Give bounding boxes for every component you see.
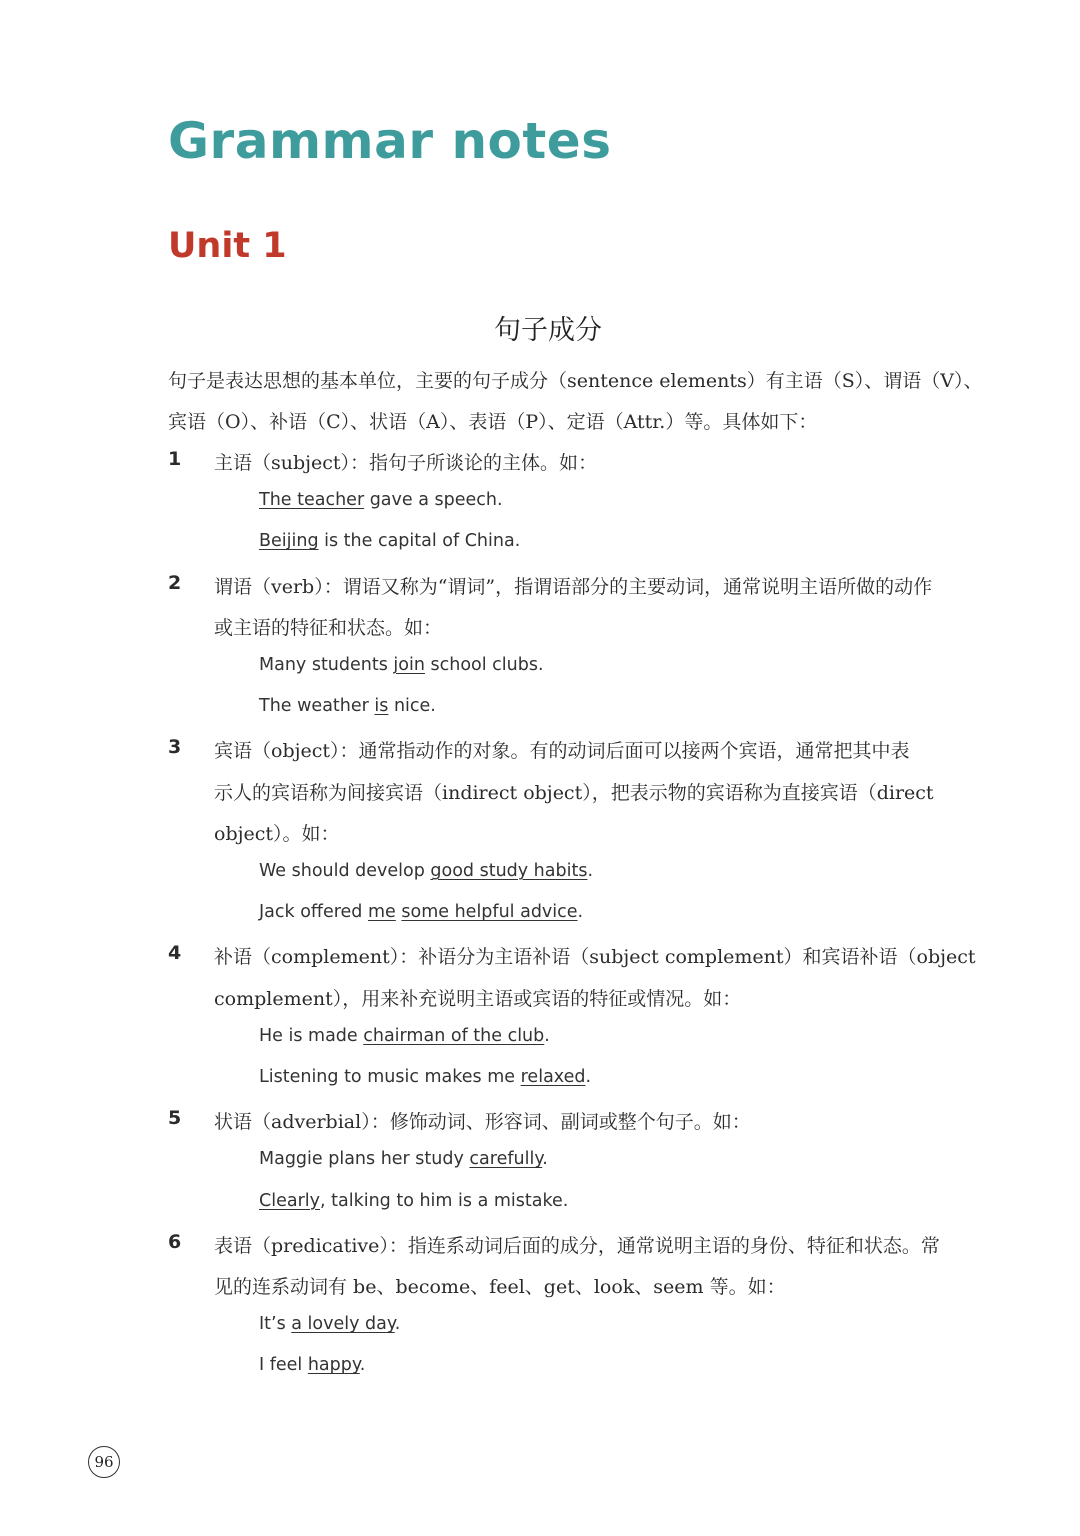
underlined-element: join [393,655,425,675]
underlined-element: relaxed [520,1067,586,1087]
example-text: Many students [259,655,394,675]
example-text: is the capital of China. [318,531,521,552]
item-number: 1 [168,448,182,470]
item-number: 5 [168,1107,182,1130]
example-sentence [259,490,503,510]
example-text: . [577,902,584,923]
item-definition-line: 示人的宾语称为间接宾语（indirect object），把表示物的宾语称为直接宾语（direct [214,781,934,804]
underlined-element: happy [307,1355,360,1376]
item-definition-line: object）。如： [214,822,340,845]
underlined-element: a lovely day [291,1314,395,1335]
example-text: The weather [259,696,375,717]
item-number: 2 [168,571,182,594]
example-sentence [259,696,436,716]
example-sentence [259,1191,568,1211]
example-text: Jack offered [259,902,368,923]
example-sentence [259,1355,365,1375]
example-sentence [259,861,593,881]
underlined-element: The teacher [259,490,365,511]
item-definition-line: 谓语（verb）：谓语又称为“谓词”，指谓语部分的主要动词，通常说明主语所做的动作 [214,575,933,598]
item-definition-line: 见的连系动词有 be、become、feel、get、look、seem 等。如： [214,1276,786,1298]
example-text: . [587,861,594,881]
example-text: . [394,1314,401,1335]
example-text: gave a speech. [364,490,503,511]
underlined-element: Clearly [259,1190,320,1211]
underlined-element: is [374,696,389,717]
example-sentence [259,531,520,551]
intro-line: 句子是表达思想的基本单位，主要的句子成分（sentence elements）有主语（S）、谓语（V）、 [168,370,983,392]
item-definition-line: 宾语（object）：通常指动作的对象。有的动词后面可以接两个宾语，通常把其中表 [214,740,910,763]
item-number: 4 [168,942,182,965]
example-text: nice. [388,696,436,717]
item-definition-line: 或主语的特征和状态。如： [214,616,443,639]
underlined-element: chairman of the club [363,1025,545,1046]
example-sentence [259,1149,548,1169]
item-definition-line: 主语（subject）：指句子所谈论的主体。如： [214,452,598,474]
example-text: I feel [259,1355,308,1376]
unit-heading: Unit 1 [168,226,287,266]
example-text: , talking to him is a mistake. [320,1190,569,1211]
underlined-element: some helpful advice [401,902,578,923]
example-text: We should develop [259,861,431,881]
section-heading: 句子成分 [494,315,602,346]
example-sentence [259,1026,550,1046]
example-sentence [259,1314,400,1334]
underlined-element: me [367,902,396,923]
page-number: 96 [88,1446,120,1478]
example-sentence [259,655,544,675]
page-title: Grammar notes [168,112,612,170]
item-definition-line: 状语（adverbial）：修饰动词、形容词、副词或整个句子。如： [214,1111,751,1134]
example-text: school clubs. [424,655,544,675]
intro-line: 宾语（O）、补语（C）、状语（A）、表语（P）、定语（Attr.）等。具体如下： [168,411,818,433]
example-text: . [585,1067,592,1087]
underlined-element: good study habits [430,861,588,881]
underlined-element: Beijing [259,531,319,552]
example-text: It’s [259,1314,292,1335]
example-text: He is made [259,1025,364,1046]
example-text: Listening to music makes me [259,1067,521,1087]
item-number: 6 [168,1230,182,1253]
example-sentence [259,902,583,922]
example-text: . [544,1025,550,1046]
example-text: . [542,1149,548,1170]
example-text: . [359,1355,366,1376]
underlined-element: carefully [469,1149,543,1170]
item-definition-line: 补语（complement）：补语分为主语补语（subject complement）和宾语补语（object [214,946,976,969]
example-text: Maggie plans her study [259,1149,470,1170]
item-definition-line: 表语（predicative）：指连系动词后面的成分，通常说明主语的身份、特征和状态。常 [214,1234,940,1257]
item-definition-line: complement），用来补充说明主语或宾语的特征或情况。如： [214,987,742,1010]
example-sentence [259,1067,591,1087]
item-number: 3 [168,736,182,759]
